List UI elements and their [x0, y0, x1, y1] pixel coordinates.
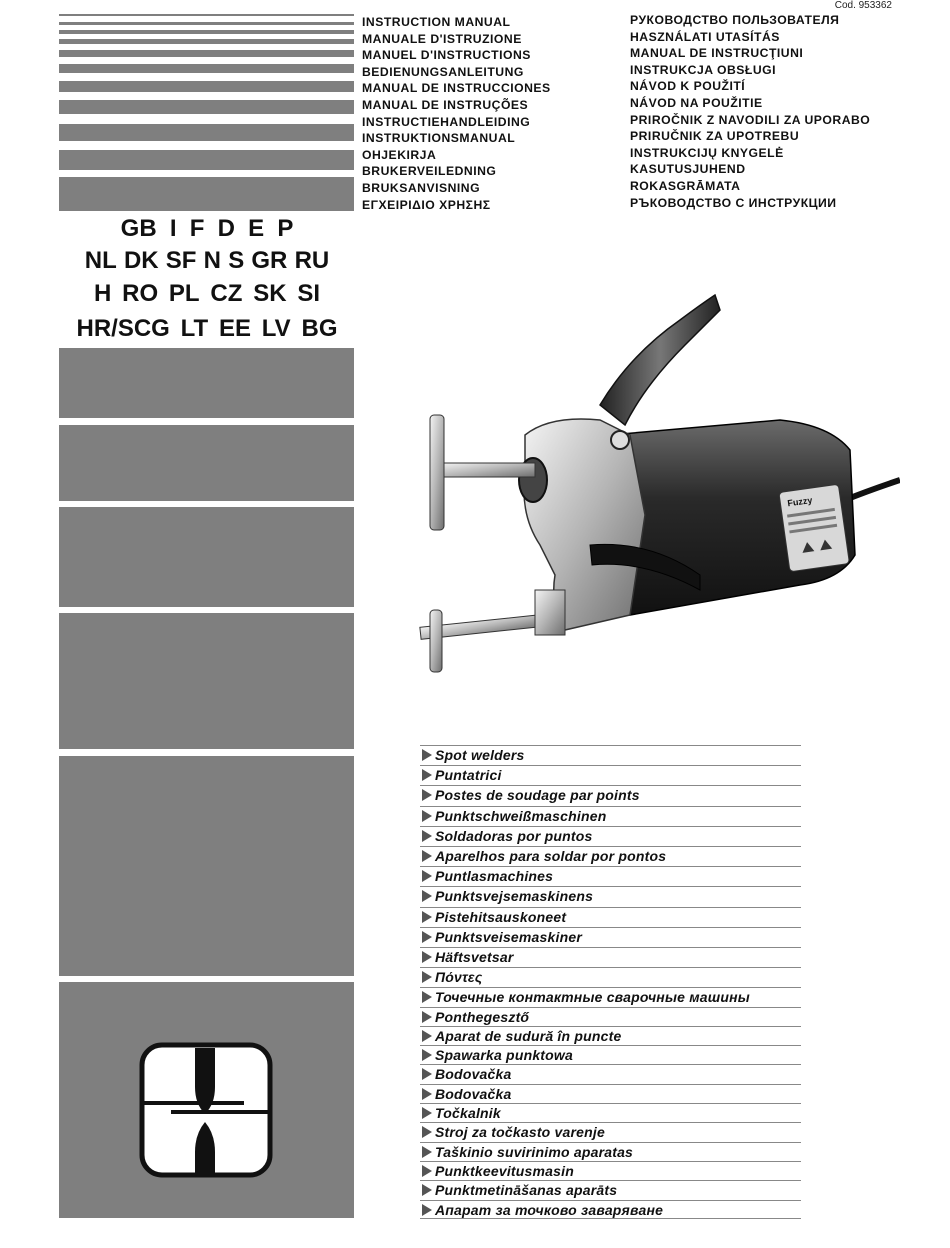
- list-item: [420, 967, 801, 987]
- language-code: GR: [251, 247, 288, 274]
- triangle-bullet-icon: [422, 1165, 432, 1177]
- list-item: [420, 947, 801, 967]
- triangle-bullet-icon: [422, 971, 432, 983]
- language-code: EE: [218, 315, 251, 342]
- product-name: Punktsvejsemaskinens: [435, 888, 594, 905]
- list-item: [420, 866, 801, 886]
- product-name: Aparat de sudură în puncte: [435, 1027, 622, 1044]
- list-item: [420, 987, 801, 1006]
- product-name: Spawarka punktowa: [435, 1047, 573, 1064]
- gray-block-1: [59, 348, 354, 418]
- language-code: SK: [253, 280, 287, 307]
- spot-welder-machine-image: [400, 285, 900, 680]
- manual-title: NÁVOD K POUŽITÍ: [630, 79, 746, 94]
- manual-title: PRIRUČNIK ZA UPOTREBU: [630, 129, 800, 144]
- manual-title: РУКОВОДСТВО ПОЛЬЗОВАТЕЛЯ: [630, 13, 840, 27]
- manual-title: INSTRUCTION MANUAL: [362, 15, 511, 29]
- triangle-bullet-icon: [422, 769, 432, 781]
- language-row-3: [59, 280, 355, 308]
- product-name: Stroj za točkasto varenje: [435, 1124, 605, 1141]
- triangle-bullet-icon: [422, 1204, 432, 1216]
- machine-label: Fuzzy: [786, 495, 813, 509]
- triangle-bullet-icon: [422, 789, 432, 801]
- language-code: F: [189, 215, 205, 242]
- manual-title: MANUAL DE INSTRUCŢIUNI: [630, 46, 804, 61]
- manual-title: INSTRUKTIONSMANUAL: [362, 131, 516, 146]
- product-name: Bodovačka: [435, 1085, 512, 1102]
- product-name: Häftsvetsar: [435, 948, 514, 965]
- manual-title: NÁVOD NA POUŽITIE: [630, 95, 763, 110]
- list-item: [420, 1161, 801, 1180]
- manual-title: MANUAL DE INSTRUCCIONES: [362, 81, 551, 96]
- manual-title: OHJEKIRJA: [362, 147, 437, 162]
- triangle-bullet-icon: [422, 1107, 432, 1119]
- triangle-bullet-icon: [422, 991, 432, 1003]
- manual-titles-left: [362, 14, 551, 213]
- stripe-pattern: [59, 14, 354, 211]
- product-name: Aparelhos para soldar por pontos: [435, 847, 667, 864]
- language-code: NL: [84, 247, 117, 274]
- product-name: Punktmetināšanas aparāts: [435, 1182, 618, 1199]
- manual-title: BRUKERVEILEDNING: [362, 164, 497, 179]
- list-item: [420, 826, 801, 846]
- language-code: LT: [180, 315, 209, 342]
- list-item: [420, 806, 801, 826]
- list-item: [420, 1064, 801, 1083]
- manual-title: INSTRUKCIJŲ KNYGELĖ: [630, 145, 784, 160]
- list-item: [420, 1200, 801, 1219]
- product-name: Πόντες: [435, 969, 483, 986]
- document-code: Cod. 953362: [834, 0, 892, 11]
- manual-title: MANUALE D'ISTRUZIONE: [362, 31, 522, 46]
- language-code: BG: [301, 315, 338, 342]
- product-name: Puntatrici: [435, 767, 502, 784]
- product-name: Pistehitsauskoneet: [435, 908, 567, 925]
- triangle-bullet-icon: [422, 870, 432, 882]
- manual-title: MANUEL D'INSTRUCTIONS: [362, 48, 531, 63]
- triangle-bullet-icon: [422, 1184, 432, 1196]
- list-item: [420, 1103, 801, 1122]
- triangle-bullet-icon: [422, 850, 432, 862]
- gray-block-4: [59, 613, 354, 749]
- manual-title: ROKASGRĀMATA: [630, 178, 741, 193]
- language-code: GB: [120, 215, 157, 242]
- product-name: Punktschweißmaschinen: [435, 807, 607, 824]
- manual-title: BRUKSANVISNING: [362, 180, 481, 195]
- product-name-list: [420, 745, 801, 1219]
- language-code: SF: [165, 247, 197, 274]
- language-row-4: [59, 315, 355, 343]
- language-code: H: [93, 280, 112, 307]
- product-name: Puntlasmachines: [435, 868, 554, 885]
- language-code: HR/SCG: [76, 315, 170, 342]
- language-code: E: [248, 215, 265, 242]
- list-item: [420, 1180, 801, 1199]
- triangle-bullet-icon: [422, 1030, 432, 1042]
- product-name: Postes de soudage par points: [435, 787, 640, 804]
- gray-block-5: [59, 756, 354, 976]
- product-name: Ponthegesztő: [435, 1008, 530, 1025]
- triangle-bullet-icon: [422, 890, 432, 902]
- triangle-bullet-icon: [422, 931, 432, 943]
- manual-title: РЪКОВОДСТВО С ИНСТРУКЦИИ: [630, 195, 837, 210]
- triangle-bullet-icon: [422, 1146, 432, 1158]
- manual-title: INSTRUKCJA OBSŁUGI: [630, 62, 777, 77]
- language-code: LV: [261, 315, 291, 342]
- manual-title: HASZNÁLATI UTASÍTÁS: [630, 29, 780, 44]
- triangle-bullet-icon: [422, 830, 432, 842]
- product-name: Апарат за точково заваряване: [435, 1201, 664, 1218]
- triangle-bullet-icon: [422, 1049, 432, 1061]
- triangle-bullet-icon: [422, 749, 432, 761]
- language-code: RU: [294, 247, 330, 274]
- gray-block-2: [59, 425, 354, 501]
- language-code: CZ: [210, 280, 243, 307]
- triangle-bullet-icon: [422, 810, 432, 822]
- list-item: [420, 1026, 801, 1045]
- product-name: Точечные контактные сварочные машины: [435, 989, 750, 1006]
- manual-title: BEDIENUNGSANLEITUNG: [362, 64, 524, 79]
- language-code: P: [277, 215, 294, 242]
- list-item: [420, 1045, 801, 1064]
- language-code: RO: [122, 280, 159, 307]
- product-name: Taškinio suvirinimo aparatas: [435, 1143, 634, 1160]
- list-item: [420, 907, 801, 927]
- triangle-bullet-icon: [422, 1011, 432, 1023]
- gray-block-6: [59, 982, 354, 1218]
- manual-title: PRIROČNIK Z NAVODILI ZA UPORABO: [630, 112, 871, 127]
- list-item: [420, 886, 801, 906]
- product-name: Punktsveisemaskiner: [435, 928, 582, 945]
- triangle-bullet-icon: [422, 1068, 432, 1080]
- triangle-bullet-icon: [422, 911, 432, 923]
- list-item: [420, 927, 801, 947]
- triangle-bullet-icon: [422, 1126, 432, 1138]
- list-item: [420, 785, 801, 805]
- list-item: [420, 1142, 801, 1161]
- product-name: Bodovačka: [435, 1066, 512, 1083]
- list-item: [420, 745, 801, 765]
- list-item: [420, 1084, 801, 1103]
- language-row-1: [59, 215, 355, 243]
- manual-title: ΕΓΧΕΙΡΙΔΙΟ ΧΡΗΣΗΣ: [362, 197, 491, 212]
- product-name: Punktkeevitusmasin: [435, 1162, 574, 1179]
- triangle-bullet-icon: [422, 1088, 432, 1100]
- list-item: [420, 1007, 801, 1026]
- language-code: SI: [297, 280, 321, 307]
- product-name: Točkalnik: [435, 1105, 501, 1122]
- language-code: I: [169, 215, 177, 242]
- manual-title: MANUAL DE INSTRUÇÕES: [362, 97, 529, 112]
- manual-title: INSTRUCTIEHANDLEIDING: [362, 114, 531, 129]
- language-code: N: [203, 247, 221, 274]
- language-code: D: [217, 215, 235, 242]
- language-code: PL: [168, 280, 200, 307]
- language-code: DK: [123, 247, 159, 274]
- spot-welding-symbol-icon: [139, 1042, 273, 1178]
- language-code: S: [228, 247, 245, 274]
- language-row-2: [59, 247, 355, 275]
- product-name: Soldadoras por puntos: [435, 827, 593, 844]
- list-item: [420, 1122, 801, 1141]
- manual-title: KASUTUSJUHEND: [630, 162, 746, 177]
- triangle-bullet-icon: [422, 951, 432, 963]
- list-item: [420, 765, 801, 785]
- list-item: [420, 846, 801, 866]
- gray-block-3: [59, 507, 354, 607]
- manual-titles-right: [630, 12, 870, 211]
- product-name: Spot welders: [435, 747, 525, 763]
